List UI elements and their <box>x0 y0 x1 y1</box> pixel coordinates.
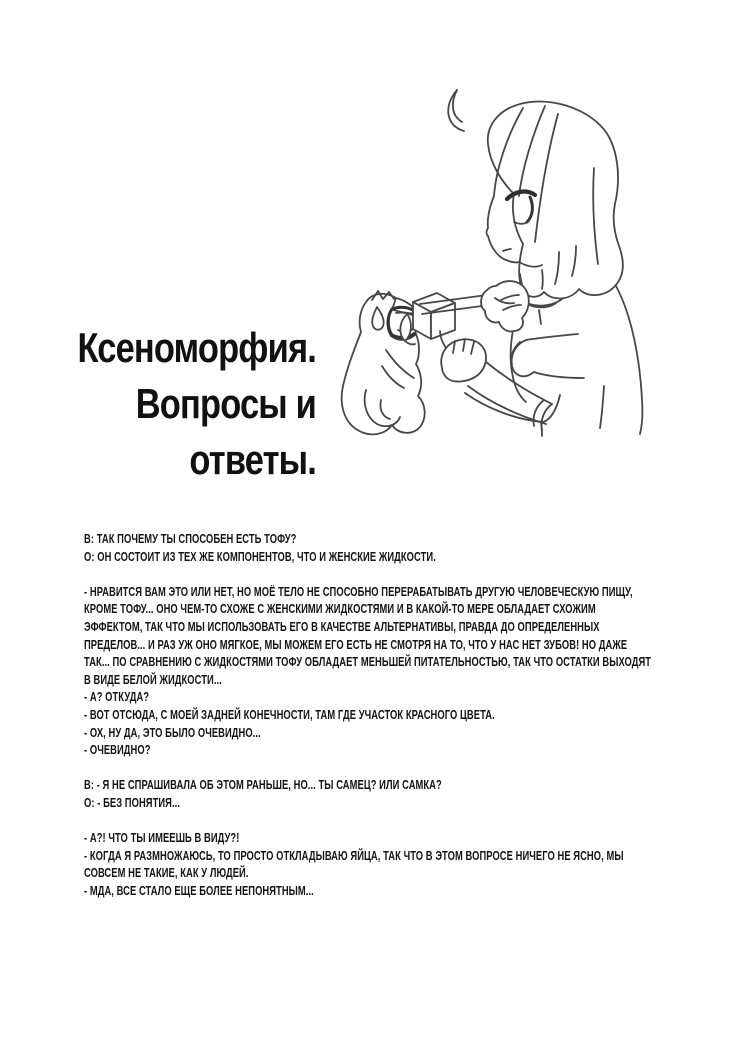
dialogue-line: - МДА, ВСЕ СТАЛО ЕЩЕ БОЛЕЕ НЕПОНЯТНЫМ... <box>84 882 314 898</box>
dialogue-paragraph <box>84 829 653 899</box>
girl-right-hand <box>481 281 529 331</box>
girl-mouth <box>503 249 511 251</box>
creature-mouth-corner <box>388 309 392 335</box>
dialogue-line: В: - Я НЕ СПРАШИВАЛА ОБ ЭТОМ РАНЬШЕ, НО... ТЫ САМЕЦ? ИЛИ САМКА? <box>84 777 442 793</box>
title-line-3: ответы. <box>189 436 316 483</box>
ahoge-inner <box>453 90 462 122</box>
dialogue-line: - НРАВИТСЯ ВАМ ЭТО ИЛИ НЕТ, НО МОЁ ТЕЛО НЕ СПОСОБНО ПЕРЕРАБАТЫВАТЬ ДРУГУЮ ЧЕЛОВЕЧЕСКУЮ ПИЩУ, КРОМЕ ТОФУ... ОНО ЧЕМ-ТО СХОЖЕ С ЖЕНСКИМИ ЖИДКОСТЯМИ И В КАКОЙ-ТО МЕРЕ ОБЛАДАЕТ СХОЖИМ ЭФФЕКТОМ, ТАК ЧТО МЫ ИСПОЛЬЗОВАТЬ ЕГО В КАЧЕСТВЕ АЛЬТЕРНАТИВЫ, ПРАВДА ДО ОПРЕДЕЛЕННЫХ ПРЕДЕЛОВ... И РАЗ УЖ ОНО МЯГКОЕ, МЫ МОЖЕМ ЕГО ЕСТЬ НЕ СМОТРЯ НА ТО, ЧТО У НАС НЕТ ЗУБОВ! НО ДАЖЕ ТАК... ПО СРАВНЕНИЮ С ЖИДКОСТЯМИ ТОФУ ОБЛАДАЕТ МЕНЬШЕЙ ПИТАТЕЛЬНОСТЬЮ, ТАК ЧТО ОСТАТКИ ВЫХОДЯТ В ВИДЕ БЕЛОЙ ЖИДКОСТИ... <box>84 583 652 687</box>
dialogue-paragraph <box>84 530 653 565</box>
dialogue-paragraph <box>84 776 653 811</box>
girl-right-sleeve <box>511 334 584 378</box>
girl-neck <box>542 270 543 289</box>
dialogue-paragraph <box>84 583 653 759</box>
dialogue-line: О: - БЕЗ ПОНЯТИЯ... <box>84 794 180 810</box>
fist-holding-chopsticks <box>481 281 529 331</box>
illustration-girl-feeding-creature-with-chopsticks <box>336 48 736 444</box>
girl-collar-v <box>539 310 541 324</box>
dialogue-line: - А?! ЧТО ТЫ ИМЕЕШЬ В ВИДУ?! <box>84 830 240 846</box>
dialogue-line: - ОХ, НУ ДА, ЭТО БЫЛО ОЧЕВИДНО... <box>84 724 261 740</box>
girl-left-hand <box>440 331 486 382</box>
dialogue-line: О: ОН СОСТОИТ ИЗ ТЕХ ЖЕ КОМПОНЕНТОВ, ЧТО И ЖЕНСКИЕ ЖИДКОСТИ. <box>84 548 436 564</box>
dialogue-line: - КОГДА Я РАЗМНОЖАЮСЬ, ТО ПРОСТО ОТКЛАДЫВАЮ ЯЙЦА, ТАК ЧТО В ЭТОМ ВОПРОСЕ НИЧЕГО НЕ ЯСНО, МЫ СОВСЕМ НЕ ТАКИЕ, КАК У ЛЮДЕЙ. <box>84 847 624 881</box>
ahoge <box>448 90 464 131</box>
dialogue-line: В: ТАК ПОЧЕМУ ТЫ СПОСОБЕН ЕСТЬ ТОФУ? <box>84 531 297 546</box>
dialogue-line: - А? ОТКУДА? <box>84 689 150 705</box>
title-line-1: Ксеноморфия. <box>77 324 317 371</box>
page-title <box>70 320 316 488</box>
title-line-2: Вопросы и <box>135 380 316 427</box>
girl-head <box>448 90 623 324</box>
leaf-garnish <box>400 314 411 341</box>
dialogue-text <box>84 530 653 899</box>
dialogue-line: - ОЧЕВИДНО? <box>84 742 151 758</box>
dialogue-line: - ВОТ ОТСЮДА, С МОЕЙ ЗАДНЕЙ КОНЕЧНОСТИ, ТАМ ГДЕ УЧАСТОК КРАСНОГО ЦВЕТА. <box>84 706 495 722</box>
